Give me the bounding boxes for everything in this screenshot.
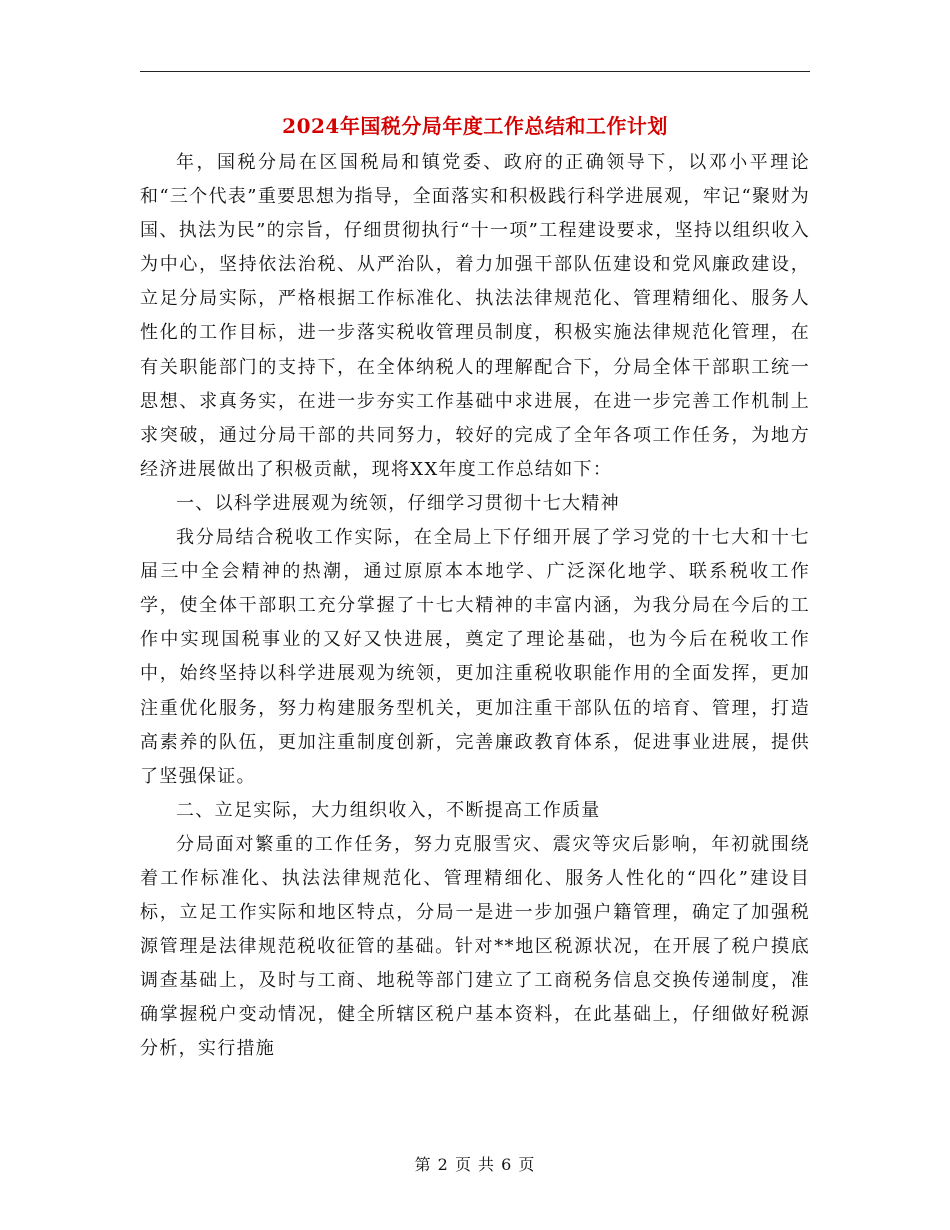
body-paragraph: 年，国税分局在区国税局和镇党委、政府的正确领导下，以邓小平理论和“三个代表”重要思想为指导，全面落实和积极践行科学进展观，牢记“聚财为国、执法为民”的宗旨，仔细贯彻执行“十一项”工程建设要求，坚持以组织收入为中心，坚持依法治税、从严治队，着力加强干部队伍建设和党风廉政建设，立足分局实际，严格根据工作标准化、执法法律规范化、管理精细化、服务人性化的工作目标，进一步落实税收管理员制度，积极实施法律规范化管理，在有关职能部门的支持下，在全体纳税人的理解配合下，分局全体干部职工统一思想、求真务实，在进一步夯实工作基础中求进展，在进一步完善工作机制上求突破，通过分局干部的共同努力，较好的完成了全年各项工作任务，为地方经济进展做出了积极贡献，现将XX年度工作总结如下： bbox=[140, 152, 810, 480]
section-heading: 一、以科学进展观为统领，仔细学习贯彻十七大精神 bbox=[176, 492, 620, 514]
header-rule bbox=[140, 71, 810, 72]
page-footer: 第 2 页 共 6 页 bbox=[414, 1155, 536, 1174]
body-paragraph: 分局面对繁重的工作任务，努力克服雪灾、震灾等灾后影响，年初就围绕着工作标准化、执法法律规范化、管理精细化、服务人性化的“四化”建设目标，立足工作实际和地区特点，分局一是进一步加强户籍管理，确定了加强税源管理是法律规范税收征管的基础。针对**地区税源状况，在开展了税户摸底调查基础上，及时与工商、地税等部门建立了工商税务信息交换传递制度，准确掌握税户变动情况，健全所辖区税户基本资料，在此基础上，仔细做好税源分析，实行措施 bbox=[140, 833, 810, 1060]
body-paragraph: 我分局结合税收工作实际，在全局上下仔细开展了学习党的十七大和十七届三中全会精神的热潮，通过原原本本地学、广泛深化地学、联系税收工作学，使全体干部职工充分掌握了十七大精神的丰富内涵，为我分局在今后的工作中实现国税事业的又好又快进展，奠定了理论基础，也为今后在税收工作中，始终坚持以科学进展观为统领，更加注重税收职能作用的全面发挥，更加注重优化服务，努力构建服务型机关，更加注重干部队伍的培育、管理，打造高素养的队伍，更加注重制度创新，完善廉政教育体系，促进事业进展，提供了坚强保证。 bbox=[140, 527, 810, 787]
section-heading: 二、立足实际，大力组织收入，不断提高工作质量 bbox=[176, 799, 601, 821]
document-body bbox=[140, 146, 810, 1067]
document-title: 2024年国税分局年度工作总结和工作计划 bbox=[282, 114, 668, 138]
